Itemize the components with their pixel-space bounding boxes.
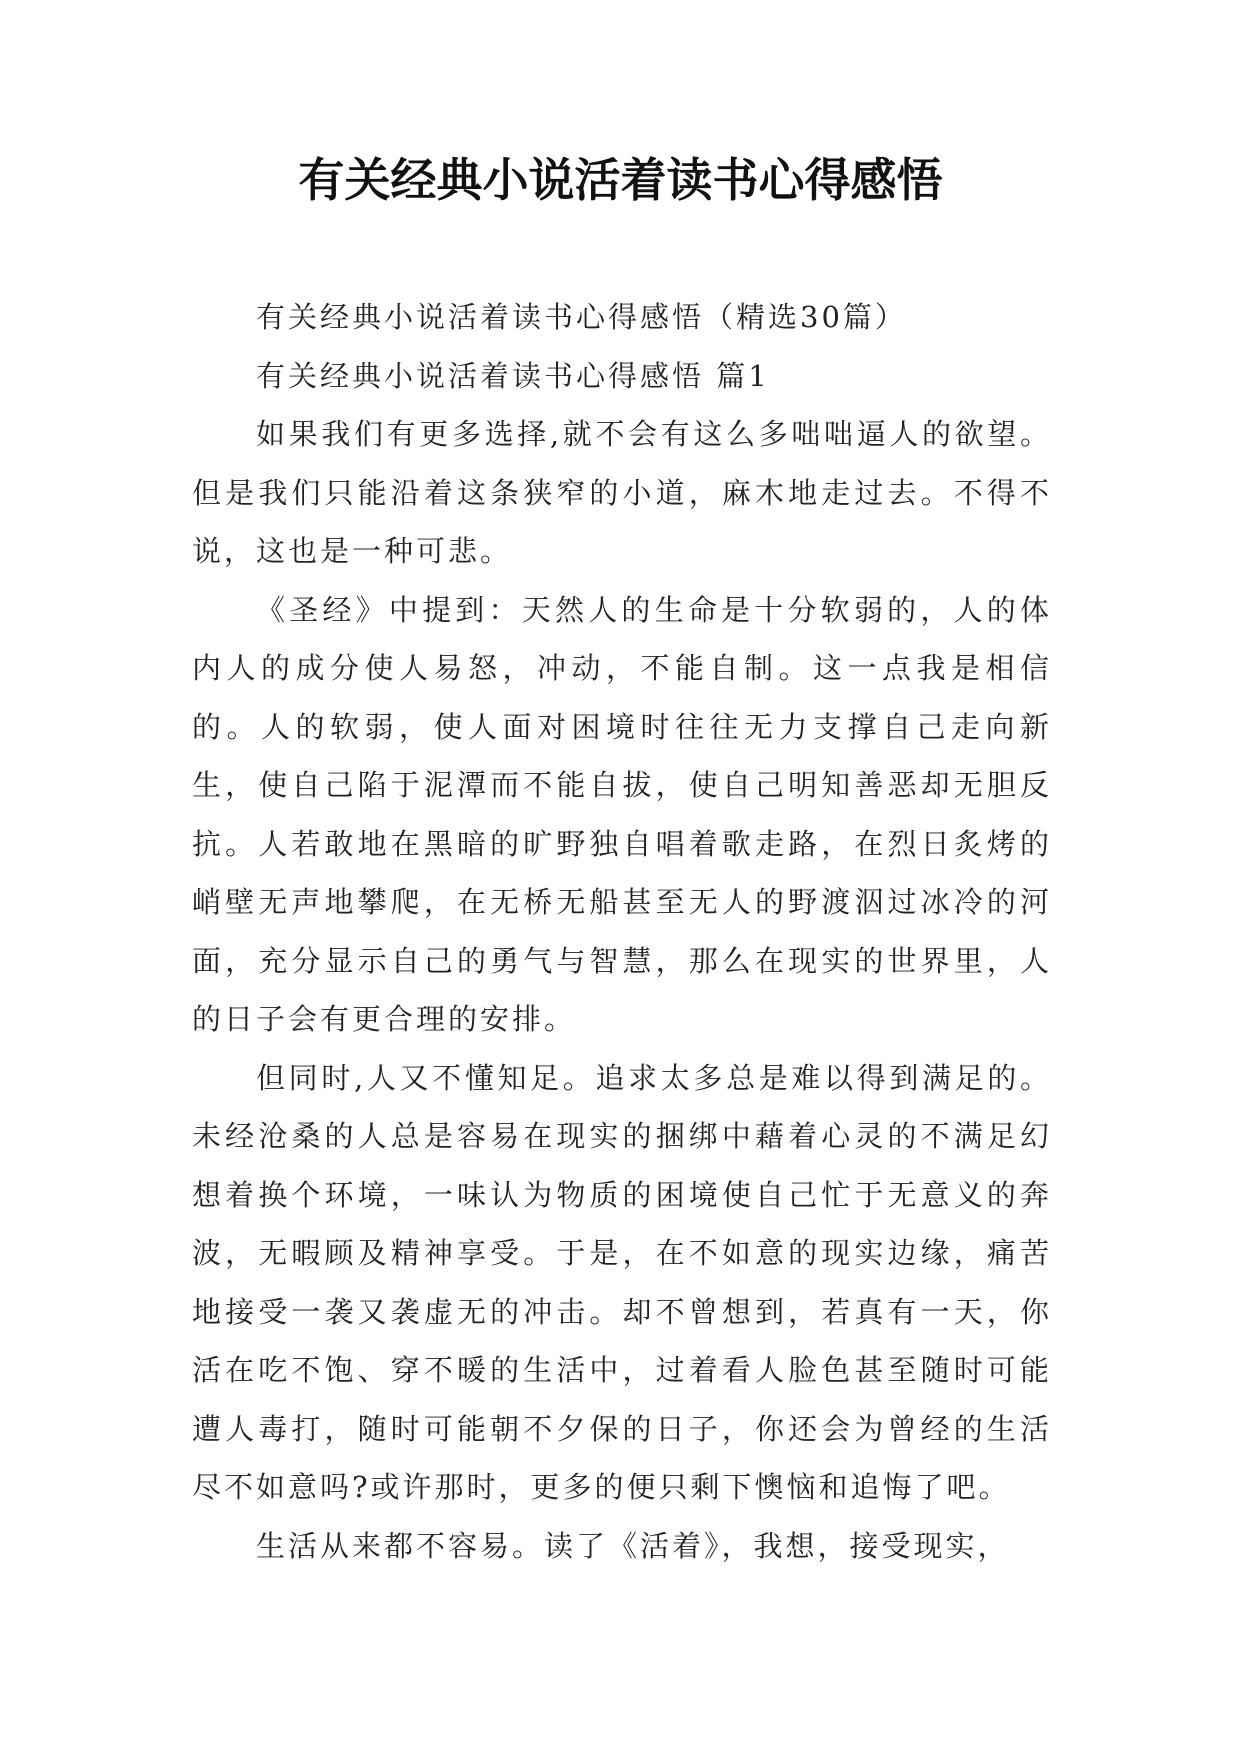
document-title: 有关经典小说活着读书心得感悟 [298,153,943,207]
section-heading: 有关经典小说活着读书心得感悟 篇1 [256,358,770,393]
document-subtitle: 有关经典小说活着读书心得感悟（精选30篇） [256,300,907,334]
paragraph: 《圣经》中提到：天然人的生命是十分软弱的，人的体内人的成分使人易怒，冲动，不能自制。这一点我是相信的。人的软弱，使人面对困境时往往无力支撑自己走向新生，使自己陷于泥潭而不能自拔，使自己明知善恶却无胆反抗。人若敢地在黑暗的旷野独自唱着歌走路，在烈日炙烤的峭壁无声地攀爬，在无桥无船甚至无人的野渡泅过冰冷的河面，充分显示自己的勇气与智慧，那么在现实的世界里，人的日子会有更合理的安排。 [192,592,1052,1036]
paragraph: 如果我们有更多选择,就不会有这么多咄咄逼人的欲望。但是我们只能沿着这条狭窄的小道，麻木地走过去。不得不说，这也是一种可悲。 [192,417,1052,568]
paragraph: 但同时,人又不懂知足。追求太多总是难以得到满足的。未经沧桑的人总是容易在现实的捆绑中藉着心灵的不满足幻想着换个环境，一味认为物质的困境使自己忙于无意义的奔波，无暇顾及精神享受。于是，在不如意的现实边缘，痛苦地接受一袭又袭虚无的冲击。却不曾想到，若真有一天，你活在吃不饱、穿不暖的生活中，过着看人脸色甚至随时可能遭人毒打，随时可能朝不夕保的日子，你还会为曾经的生活尽不如意吗?或许那时，更多的便只剩下懊恼和追悔了吧。 [192,1060,1052,1504]
document-body [192,288,1052,1575]
paragraph: 生活从来都不容易。读了《活着》，我想，接受现实， [256,1528,1010,1563]
